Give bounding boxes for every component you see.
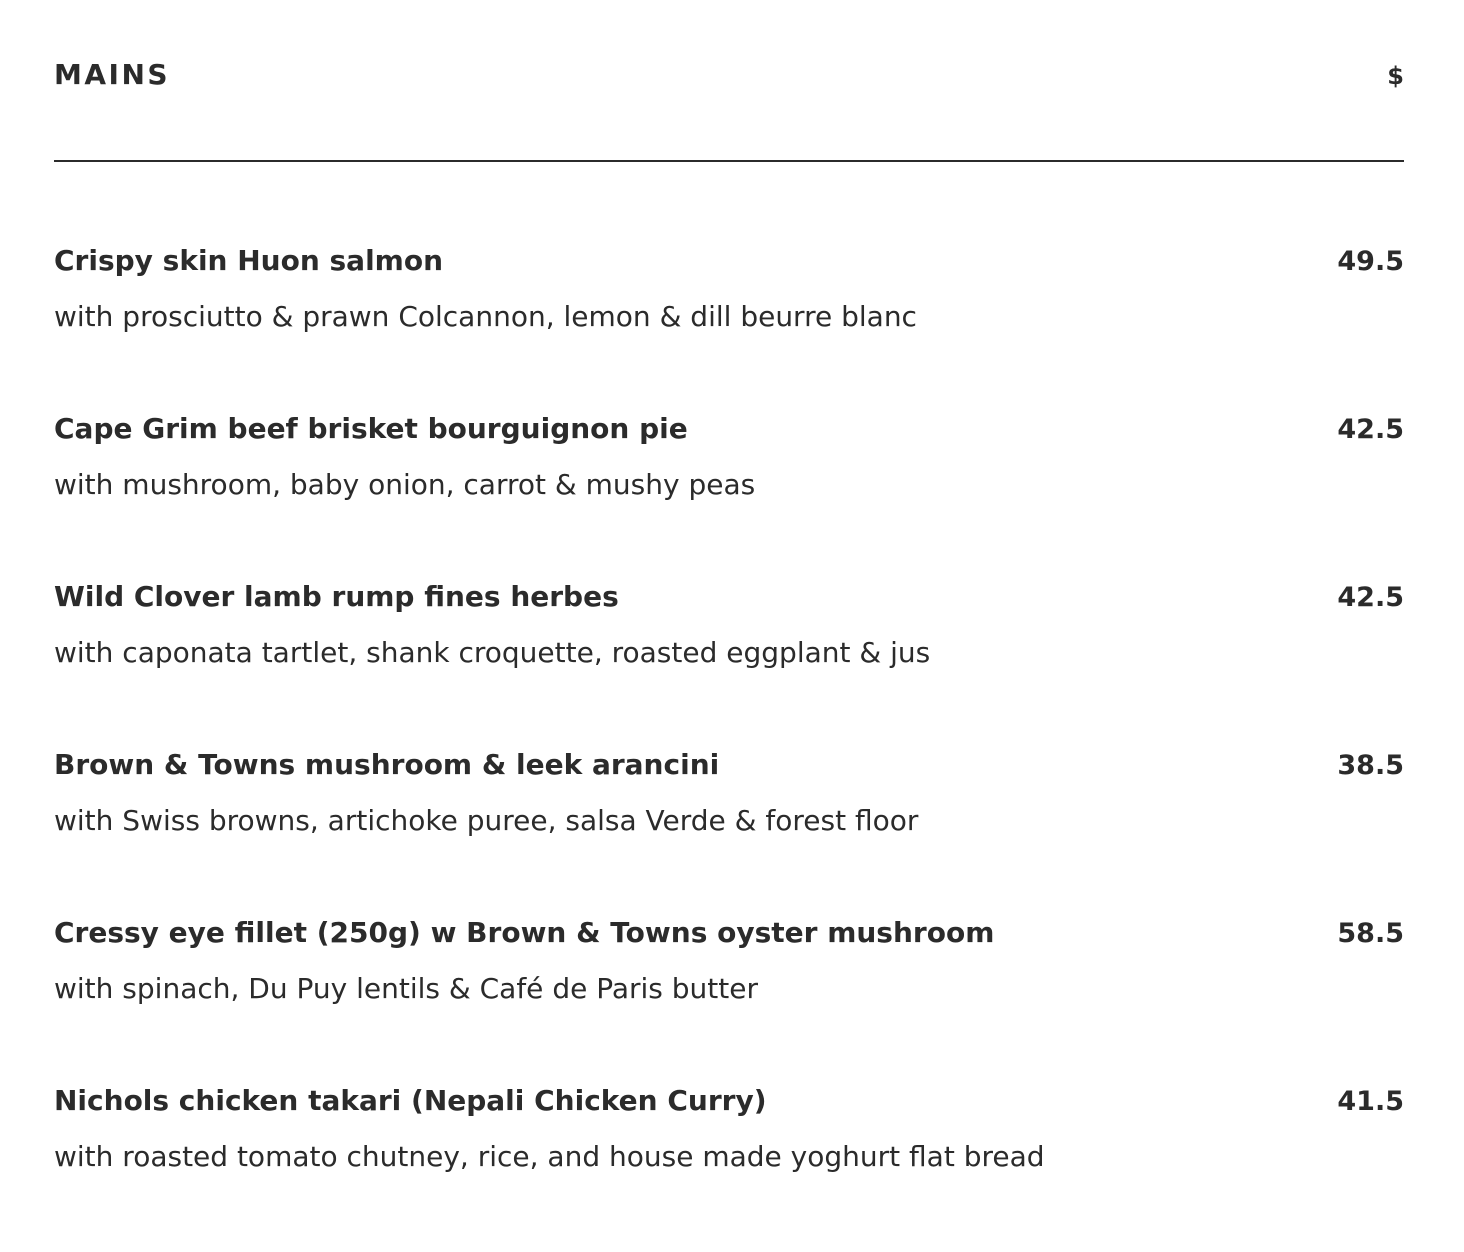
menu-item [54, 412, 1404, 580]
item-description: with caponata tartlet, shank croquette, roasted eggplant & jus [54, 636, 931, 669]
item-price: 49.5 [1337, 246, 1404, 277]
item-description: with spinach, Du Puy lentils & Café de Paris butter [54, 972, 758, 1005]
item-name: Cressy eye fillet (250g) w Brown & Towns oyster mushroom [54, 916, 995, 949]
header-divider [54, 160, 1404, 162]
item-name: Cape Grim beef brisket bourguignon pie [54, 412, 688, 445]
menu-item [54, 244, 1404, 412]
menu-item-list [54, 244, 1404, 1252]
menu-item [54, 1084, 1404, 1252]
item-name: Brown & Towns mushroom & leek arancini [54, 748, 720, 781]
menu-item [54, 916, 1404, 1084]
item-name: Wild Clover lamb rump fines herbes [54, 580, 619, 613]
section-title: MAINS [54, 58, 171, 91]
currency-label: $ [1387, 62, 1404, 90]
item-name: Nichols chicken takari (Nepali Chicken Curry) [54, 1084, 767, 1117]
item-description: with mushroom, baby onion, carrot & mushy peas [54, 468, 756, 501]
menu-item [54, 748, 1404, 916]
item-description: with roasted tomato chutney, rice, and house made yoghurt flat bread [54, 1140, 1045, 1173]
item-price: 58.5 [1337, 918, 1404, 949]
item-price: 41.5 [1337, 1086, 1404, 1117]
item-name: Crispy skin Huon salmon [54, 244, 444, 277]
menu-item [54, 580, 1404, 748]
item-description: with Swiss browns, artichoke puree, salsa Verde & forest floor [54, 804, 919, 837]
item-price: 42.5 [1337, 414, 1404, 445]
item-price: 42.5 [1337, 582, 1404, 613]
section-header [54, 58, 1404, 98]
item-price: 38.5 [1337, 750, 1404, 781]
item-description: with prosciutto & prawn Colcannon, lemon & dill beurre blanc [54, 300, 917, 333]
